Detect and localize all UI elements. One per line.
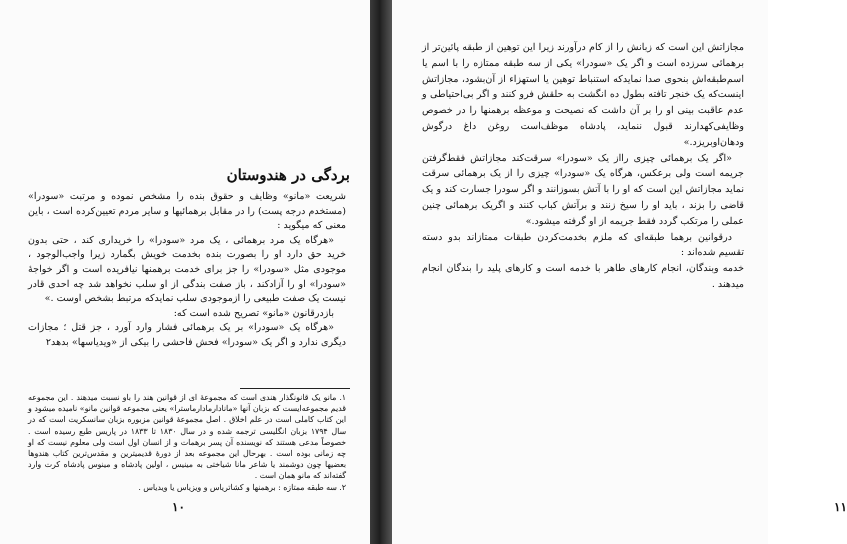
paragraph: شریعت «مانو» وظایف و حقوق بنده را مشخص نموده و مرتبت «سودرا» (مستخدم درجه پست) را در مقابل برهمائیها و سایر مردم تعیین‌کرده است ، باین معنی که میگوید : xyxy=(28,191,346,232)
left-page xyxy=(0,0,370,544)
page-number: ۱۱ xyxy=(834,500,847,514)
paragraph: «هرگاه یک مرد برهمائی ، یک مرد «سودرا» را خریداری کند ، حتی بدون خرید حق دارد او را بصورت بنده بخدمت خویش بگمارد زیرا واجب‌الوجود ، موجودی مثل «سودرا» را جز برای خدمت برهمنها نیافریده است و اگر خواجهٔ «سودرا» او را آزادکند ، باز صفت بندگی از او سلب نخواهد شد چه احدی قادر نیست یک صفت طبیعی را ازموجودی سلب نمایدکه مرتبط بشخص اوست .» xyxy=(28,234,346,305)
right-page-body xyxy=(422,40,744,293)
left-page-body xyxy=(28,190,346,351)
paragraph: مجازاتش این است که زبانش را از کام درآورند زیرا این توهین از طبقه پائین‌تر از برهمائی سرزده است و اگر یک «سودرا» یکی از سه طبقه ممتازه را با اسم یا اسم‌طبقه‌اش بنحوی صدا نماید‌که استنباط توهین یا استهزاء از آن‌بشود، مجازاتش اینست‌که یک خنجر تافته بطول ده انگشت به حلقش فرو کنند و اگر بی‌احتیاطی و عدم عاقبت بینی او را بر آن داشت که نصیحت و موعظه برهمنها را در خصوص وظایفی‌کهدارند قبول ننماید، پادشاه موظف‌است روغن داغ درگوش ودهان‌اوبریزد.» xyxy=(422,42,744,148)
paragraph: «هرگاه یک «سودرا» بر یک برهمائی فشار وارد آورد ، جز قتل ؛ مجازات دیگری ندارد و اگر یک «سودرا» فحش فاحشی را بیکی از «ویدیاسها» بدهد۲ xyxy=(28,322,346,348)
footnote: ۱. مانو یک قانونگذار هندی است که مجموعهٔ ای از قوانین هند را باو نسبت میدهند . این مجموعه قدیم مجموعه‌ایست که بزبان آنها «مانادارمادارماسترا» یعنی مجموعه قوانین مانو» نامیده میشود و این کتاب کاملی است در علم اخلاق . اصل مجموعهٔ قوانین مزبوره بزبان سانسکریت است که در سال ۱۷۹۴ بزبان انگلیسی ترجمه شده و در سال ۱۸۳۰ تا ۱۸۳۳ در پاریس طبع رسیده است . خصوصاً مدعی هستند که نویسنده آن پسر برهمات و از انسان اول است ولی معلوم نیست که او چه زمانی بوده است . بهرحال این مجموعه بعد از دورهٔ قدیمیترین و مقدس‌ترین کتاب هندوها بعضیها چون دوشمند یا شاعر مانا شیاختی به مینیس ، اولین پادشاه و مینوس پادشاه کرت وارد گفته‌اند که مانو همان است . xyxy=(28,393,346,481)
paragraph: بازدرقانون «مانو» تصریح شده است که: xyxy=(173,307,334,319)
paragraph: درقوانین برهما طبقه‌ای که ملزم بخدمت‌کردن طبقات ممتازاند بدو دسته تقسیم شده‌اند : xyxy=(422,231,744,259)
footnotes xyxy=(28,392,346,493)
paragraph: خدمه وبندگان، انجام کارهای طاهر با خدمه است و کارهای پلید را بندگان انجام میدهند . xyxy=(422,263,744,290)
book-spine xyxy=(370,0,392,544)
footnote: ۲. سه طبقه ممتازه : برهمنها و کشاتریاس و ویزیاس یا ویدیاس . xyxy=(138,482,346,492)
paragraph: «اگر یک برهمائی چیزی رااز یک «سودرا» سرقت‌کند مجازاتش فقط‌گرفتن جریمه است ولی برعکس، هرگاه یک «سودرا» چیزی را از یک برهمائی سرقت نماید مجازاتش این است که او را با آتش بسوزانند و اگر سودرا جسارت کند و یک قاضی را بزند ، باید او را سیخ زنند و برآتش کباب کنند و اگریک برهمائی چنین عملی را مرتکب گردد فقط جریمه از او گرفته میشود.» xyxy=(422,152,744,227)
chapter-heading: بردگی در هندوستان xyxy=(226,166,350,184)
footnote-divider xyxy=(240,388,350,389)
page-number: ۱۰ xyxy=(172,500,185,514)
right-page xyxy=(392,0,847,544)
